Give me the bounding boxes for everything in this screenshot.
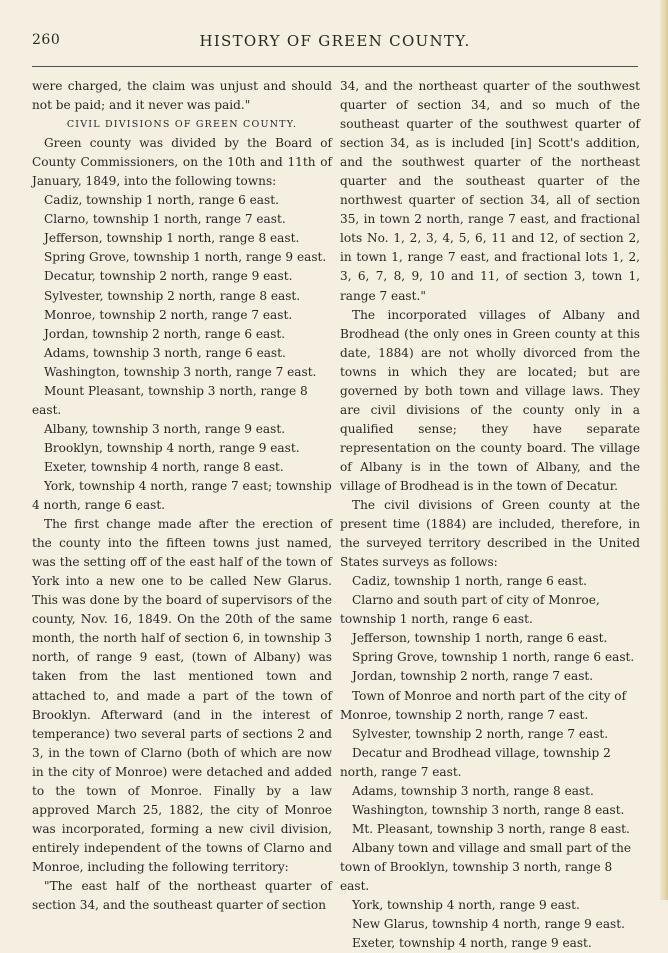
town-entry: Sylvester, township 2 north, range 8 east. [44,288,301,303]
division-entry: Adams, township 3 north, range 8 east. [352,783,594,798]
paragraph-villages: The incorporated villages of Albany and Brodhead (the only ones in Green county at this date, 1884) are not wholly divorced from the towns in which they are located; but are governed by both town and village laws. They are civil divisions of the county only in a qualified sense; they have separate representation on the county board. The village of Albany is in the town of Albany, and the village of Brodhead is in the town of Decatur. [340,307,640,493]
division-entry: Town of Monroe and north part of the city of Monroe, township 2 north, range 7 east. [340,688,627,722]
towns-1849-list [32,191,332,515]
division-entry: Clarno and south part of city of Monroe, township 1 north, range 6 east. [340,593,600,627]
division-entry: Washington, township 3 north, range 8 east. [352,802,625,817]
division-entry: Mt. Pleasant, township 3 north, range 8 east. [352,821,630,836]
town-entry: Exeter, township 4 north, range 8 east. [44,459,284,474]
division-entry: Albany town and village and small part of the town of Brooklyn, township 3 north, range 8 east. [340,840,632,893]
page-number: 260 [32,32,61,48]
divisions-1884-list [340,572,640,953]
right-column [340,77,640,953]
town-entry: York, township 4 north, range 7 east; township 4 north, range 6 east. [32,478,332,513]
division-entry: Decatur and Brodhead village, township 2 north, range 7 east. [340,745,611,779]
paragraph-quote-start: "The east half of the northeast quarter of section 34, and the southeast quarter of section [32,878,332,913]
paragraph-quote-continued: 34, and the northeast quarter of the southwest quarter of section 34, and so much of the southeast quarter of the southwest quarter of section 34, as is included [in] Scott's addition, and the southwest quarter of the northeast quarter and the southeast quarter of the northwest quarter of section 34, all of section 35, in town 2 north, range 7 east, and fractional lots No. 1, 2, 3, 4, 5, 6, 11 and 12, of section 2, in town 1, range 7 east, and fractional lots 1, 2, 3, 6, 7, 8, 9, 10 and 11, of section 3, town 1, range 7 east." [340,79,640,303]
town-entry: Brooklyn, township 4 north, range 9 east. [44,440,300,455]
running-head: HISTORY OF GREEN COUNTY. [199,32,471,50]
division-entry: Sylvester, township 2 north, range 7 east. [352,726,609,741]
town-entry: Decatur, township 2 north, range 9 east. [44,269,293,284]
division-entry: Cadiz, township 1 north, range 6 east. [352,574,587,589]
town-entry: Spring Grove, township 1 north, range 9 east. [44,250,327,265]
town-entry: Adams, township 3 north, range 6 east. [44,345,286,360]
town-entry: Washington, township 3 north, range 7 east. [44,364,317,379]
header-rule [32,66,638,67]
town-entry: Albany, township 3 north, range 9 east. [44,421,286,436]
town-entry: Jordan, township 2 north, range 6 east. [44,326,286,341]
paragraph-present: The civil divisions of Green county at the present time (1884) are included, therefore, in the surveyed territory described in the United States surveys as follows: [340,498,640,570]
paragraph-changes: The first change made after the erection of the county into the fifteen towns just named, was the setting off of the east half of the town of York into a new one to be called New Glarus. This was done by the board of supervisors of the county, Nov. 16, 1849. On the 20th of the same month, the north half of section 6, in township 3 north, of range 9 east, (town of Albany) was taken from the last mentioned town and attached to, and made a part of the town of Brooklyn. Afterward (and in the interest of temperance) two several parts of sections 2 and 3, in the town of Clarno (both of which are now in the city of Monroe) were detached and added to the town of Monroe. Finally by a law approved March 25, 1882, the city of Monroe was incorporated, forming a new civil division, entirely independent of the towns of Clarno and Monroe, including the following territory: [32,517,332,874]
town-entry: Monroe, township 2 north, range 7 east. [44,307,293,322]
division-entry: Exeter, township 4 north, range 9 east. [352,936,592,951]
division-entry: Spring Grove, township 1 north, range 6 east. [352,650,635,665]
paragraph-intro: Green county was divided by the Board of County Commissioners, on the 10th and 11th of January, 1849, into the following towns: [32,136,332,189]
division-entry: York, township 4 north, range 9 east. [352,898,580,913]
town-entry: Mount Pleasant, township 3 north, range 8 east. [32,383,308,417]
page-header [32,32,638,54]
section-heading: CIVIL DIVISIONS OF GREEN COUNTY. [66,119,298,131]
division-entry: Jefferson, township 1 north, range 6 east. [352,631,608,646]
town-entry: Jefferson, township 1 north, range 8 east. [44,231,300,246]
division-entry: Jordan, township 2 north, range 7 east. [352,669,594,684]
left-column [32,77,332,915]
paragraph-continued: were charged, the claim was unjust and should not be paid; and it never was paid." [32,79,332,113]
division-entry: New Glarus, township 4 north, range 9 east. [352,917,625,932]
town-entry: Cadiz, township 1 north, range 6 east. [44,193,279,208]
town-entry: Clarno, township 1 north, range 7 east. [44,212,286,227]
page-edge [660,0,668,900]
